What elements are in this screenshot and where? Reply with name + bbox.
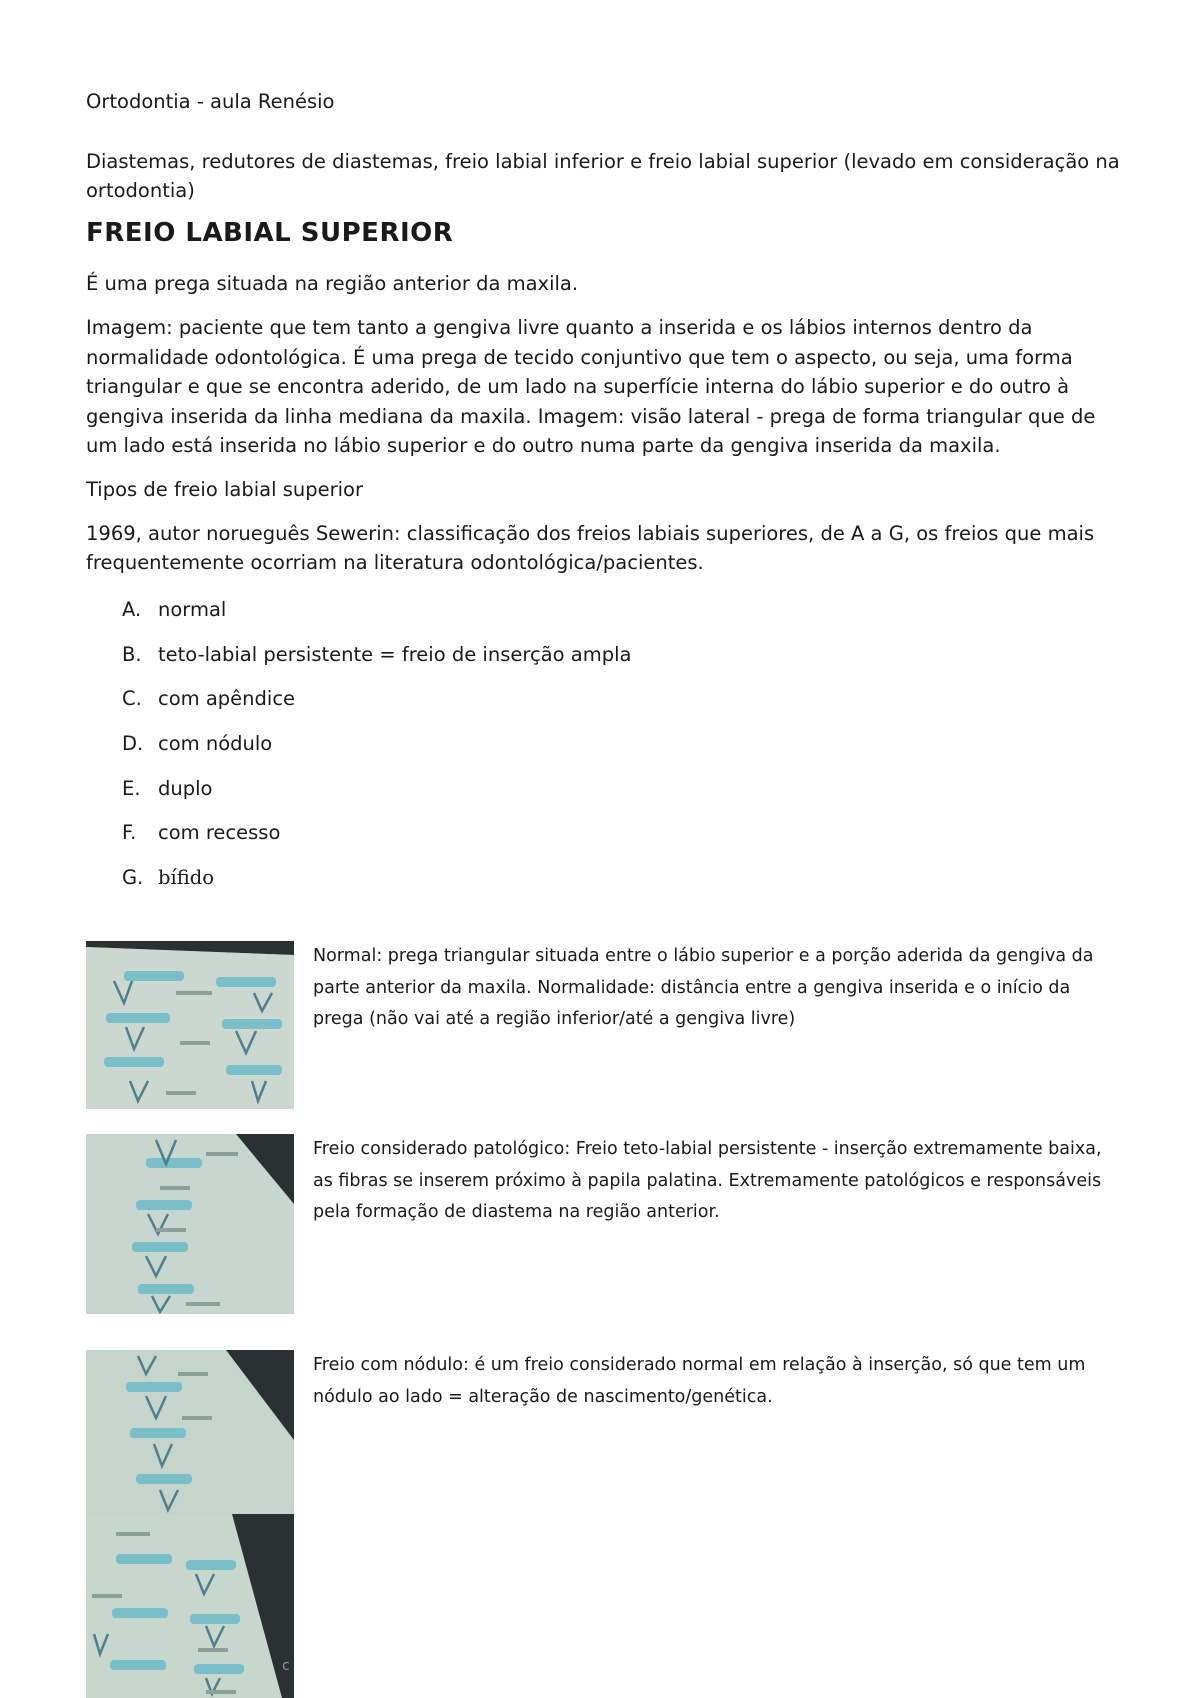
- list-item: [122, 818, 280, 847]
- types-title: Tipos de freio labial superior: [86, 478, 363, 501]
- list-item: [122, 684, 295, 713]
- list-item-label: bífido: [158, 866, 214, 889]
- image-description-paragraph: Imagem: paciente que tem tanto a gengiva livre quanto a inserida e os lábios internos dentro da normalidade odontológica. É uma prega de tecido conjuntivo que tem o aspecto, ou seja, uma forma triangular e que se encontra aderido, de um lado na superfície interna do lábio superior e do outro à gengiva inserida da linha mediana da maxila. Imagem: visão lateral - prega de forma triangular que de um lado está inserida no lábio superior e do outro numa parte da gengiva inserida da maxila.: [86, 316, 1096, 457]
- list-marker: B.: [122, 643, 142, 666]
- list-item-label: com apêndice: [158, 687, 296, 710]
- slide-photo-icon: [86, 941, 294, 1109]
- figure-caption-3: Freio com nódulo: é um freio considerado normal em relação à inserção, só que tem um nódulo ao lado = alteração de nascimento/genética.: [313, 1355, 1086, 1407]
- intro-paragraph: Diastemas, redutores de diastemas, freio labial inferior e freio labial superior (levado em consideração na ortodontia): [86, 150, 1120, 202]
- slide-photo-icon: [86, 1350, 294, 1528]
- list-item-label: duplo: [158, 777, 213, 800]
- list-marker: G.: [122, 866, 144, 889]
- list-item: [122, 640, 631, 669]
- list-item: [122, 729, 272, 758]
- course-title: Ortodontia - aula Renésio: [86, 90, 335, 113]
- list-item: [122, 863, 214, 892]
- classification-paragraph: 1969, autor norueguês Sewerin: classificação dos freios labiais superiores, de A a G, os freios que mais frequentemente ocorriam na literatura odontológica/pacientes.: [86, 522, 1095, 574]
- slide-photo-icon: [86, 1514, 294, 1698]
- list-marker: D.: [122, 732, 144, 755]
- slide-photo-3: [86, 1350, 294, 1528]
- figure-caption-2: Freio considerado patológico: Freio teto-labial persistente - inserção extremamente baixa, as fibras se inserem próximo à papila palatina. Extremamente patológicos e responsáveis pela formação de diastema na região anterior.: [313, 1139, 1102, 1222]
- definition-paragraph: É uma prega situada na região anterior da maxila.: [86, 272, 579, 295]
- list-item: [122, 774, 212, 803]
- list-marker: C.: [122, 687, 142, 710]
- svg-text:c: c: [282, 1658, 290, 1674]
- figure-caption-1: Normal: prega triangular situada entre o lábio superior e a porção aderida da gengiva da parte anterior da maxila. Normalidade: distância entre a gengiva inserida e o início da prega (não vai até a região inferior/até a gengiva livre): [313, 946, 1094, 1029]
- list-item-label: com recesso: [158, 821, 281, 844]
- list-item-label: teto-labial persistente = freio de inserção ampla: [158, 643, 632, 666]
- slide-photo-2: [86, 1134, 294, 1314]
- list-item-label: com nódulo: [158, 732, 273, 755]
- section-heading: FREIO LABIAL SUPERIOR: [86, 218, 454, 248]
- slide-photo-1: [86, 941, 294, 1109]
- slide-photo-icon: [86, 1134, 294, 1314]
- slide-photo-4: [86, 1514, 294, 1698]
- list-item-label: normal: [158, 598, 227, 621]
- list-marker: E.: [122, 777, 141, 800]
- list-item: [122, 595, 226, 624]
- list-marker: A.: [122, 598, 142, 621]
- list-marker: F.: [122, 821, 137, 844]
